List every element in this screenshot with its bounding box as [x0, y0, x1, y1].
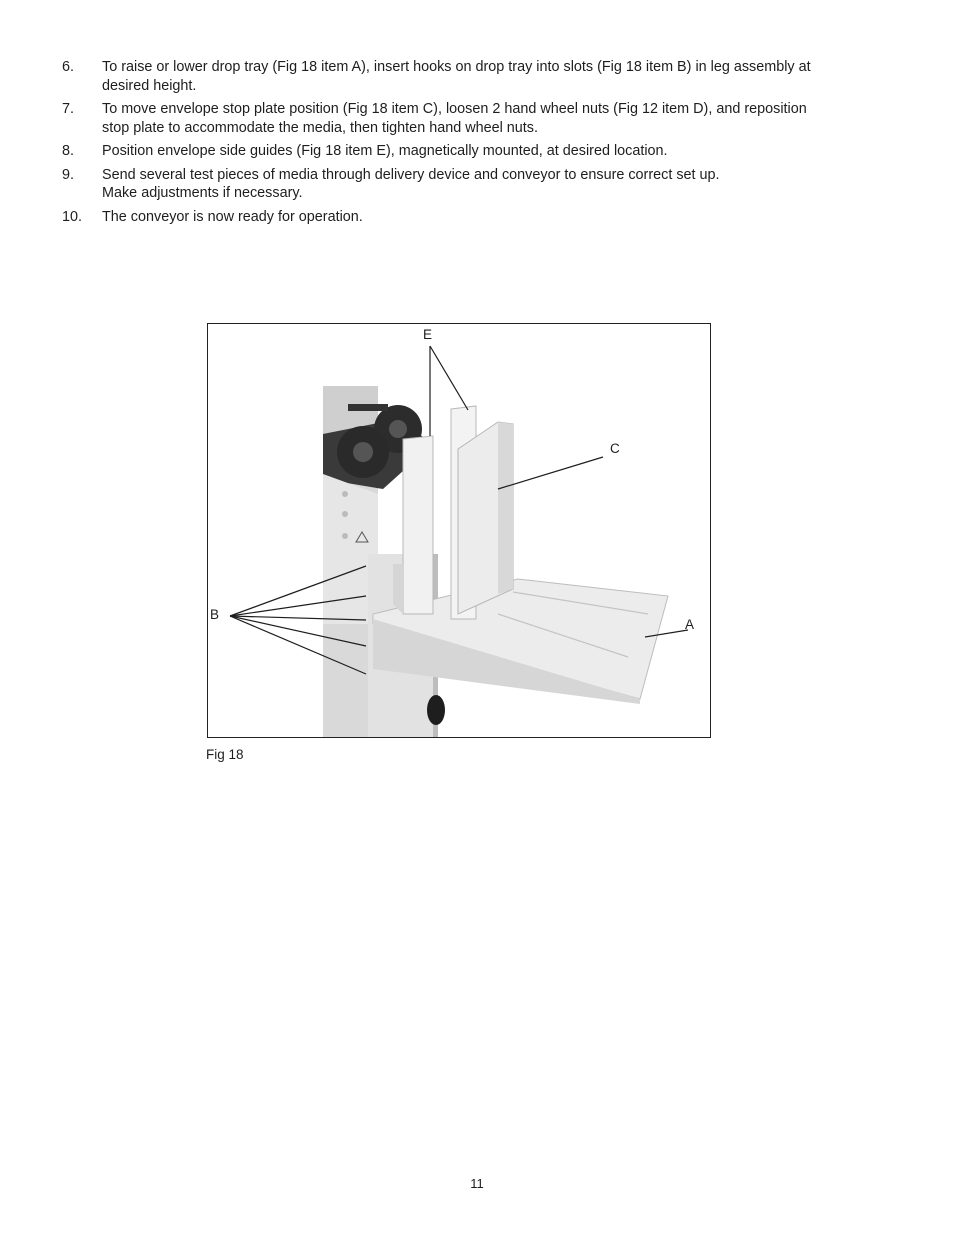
instruction-steps — [62, 58, 882, 231]
step-text — [102, 166, 882, 203]
step-number: 8. — [62, 143, 75, 159]
callout-a: A — [685, 617, 695, 632]
callout-b: B — [210, 607, 220, 622]
step-number: 9. — [62, 166, 75, 183]
figure-caption: Fig 18 — [206, 747, 244, 762]
step-7 — [62, 100, 882, 137]
step-text — [102, 208, 882, 227]
callout-c: C — [610, 441, 620, 456]
step-number: 10. — [62, 208, 83, 225]
step-text — [102, 142, 882, 161]
step-text — [102, 58, 882, 95]
step-line: Position envelope side guides (Fig 18 item E), magnetically mounted, at desired location. — [102, 143, 668, 159]
step-line: stop plate to accommodate the media, then tighten hand wheel nuts. — [102, 119, 538, 136]
page-number: 11 — [470, 1176, 484, 1191]
step-line: The conveyor is now ready for operation. — [102, 208, 363, 225]
step-text — [102, 100, 882, 137]
callout-e: E — [423, 327, 433, 342]
conveyor-illustration — [208, 324, 710, 737]
step-number: 6. — [62, 59, 75, 75]
step-line: To raise or lower drop tray (Fig 18 item A), insert hooks on drop tray into slots (Fig 18 item B) in leg assembly at — [102, 59, 811, 75]
step-line: Send several test pieces of media through delivery device and conveyor to ensure correct set up. — [102, 166, 720, 183]
step-6 — [62, 58, 882, 95]
figure-18 — [207, 323, 711, 738]
step-line: Make adjustments if necessary. — [102, 185, 303, 201]
step-10 — [62, 208, 882, 227]
step-8 — [62, 142, 882, 161]
step-line: desired height. — [102, 77, 197, 94]
step-9 — [62, 166, 882, 203]
step-number: 7. — [62, 101, 75, 117]
step-line: To move envelope stop plate position (Fig 18 item C), loosen 2 hand wheel nuts (Fig 12 item D), and reposition — [102, 101, 807, 117]
